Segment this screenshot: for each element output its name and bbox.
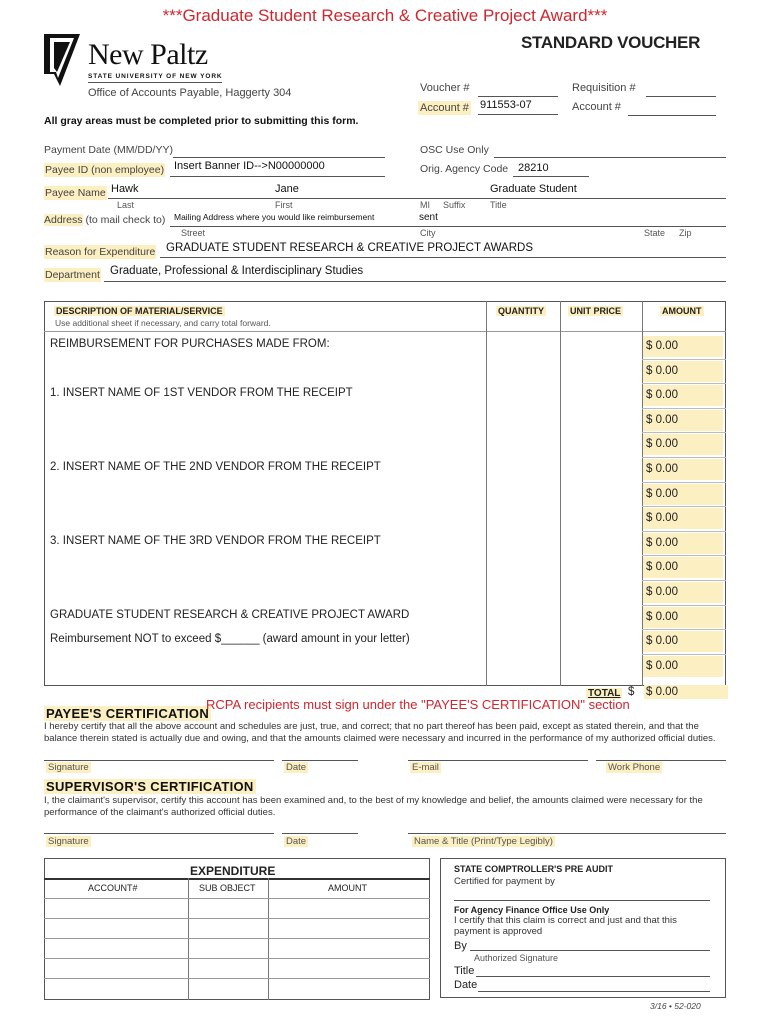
title-sublabel: Title: [490, 200, 507, 210]
amount-row-divider: [642, 408, 726, 409]
desc-note: Use additional sheet if necessary, and carry total forward.: [55, 318, 271, 328]
finance-text-1: I certify that this claim is correct and just and that this: [454, 915, 677, 926]
audit-title: STATE COMPTROLLER'S PRE AUDIT: [454, 864, 613, 874]
finance-title: For Agency Finance Office Use Only: [454, 905, 610, 915]
payee-cert-text-1: I hereby certify that all the above account and schedules are just, true, and correct; that no part thereof has been paid, except as stated therein, and that the: [44, 721, 699, 732]
supervisor-cert-title: SUPERVISOR'S CERTIFICATION: [46, 779, 254, 794]
account-value[interactable]: 911553-07: [480, 99, 532, 111]
address-label-text: Address: [44, 214, 83, 226]
table-row-description[interactable]: 3. INSERT NAME OF THE 3RD VENDOR FROM THE RECEIPT: [50, 534, 381, 547]
total-amount[interactable]: $ 0.00: [644, 685, 728, 699]
first-sublabel: First: [275, 200, 293, 210]
payee-first-name[interactable]: Jane: [275, 183, 299, 195]
audit-date-label: Date: [454, 979, 478, 991]
expenditure-title: EXPENDITURE: [190, 864, 276, 878]
table-row-description[interactable]: GRADUATE STUDENT RESEARCH & CREATIVE PROJECT AWARD: [50, 608, 410, 621]
table-row-amount[interactable]: $ 0.00: [643, 508, 723, 529]
amount-row-divider: [642, 629, 726, 630]
reason-label: Reason for Expenditure: [45, 246, 156, 258]
amount-row-divider: [642, 580, 726, 581]
amount-header: AMOUNT: [662, 306, 702, 316]
department-value[interactable]: Graduate, Professional & Interdisciplinary Studies: [110, 265, 364, 277]
audit-title-field[interactable]: [476, 976, 710, 977]
table-row-amount[interactable]: $ 0.00: [643, 459, 723, 480]
logo-name: New Paltz: [88, 38, 208, 71]
payment-date-label: Payment Date (MM/DD/YY): [44, 144, 173, 156]
amount-row-divider: [642, 555, 726, 556]
table-row-amount[interactable]: $ 0.00: [643, 631, 723, 652]
gray-notice: All gray areas must be completed prior to submitting this form.: [44, 115, 359, 127]
new-paltz-logo-icon: [44, 34, 80, 86]
supervisor-date-label[interactable]: Date: [286, 836, 307, 847]
table-row-amount[interactable]: $ 0.00: [643, 361, 723, 382]
rcpa-note: RCPA recipients must sign under the "PAYEE'S CERTIFICATION" section: [206, 697, 630, 712]
amount-row-divider: [642, 383, 726, 384]
total-label: TOTAL: [588, 688, 621, 699]
audit-by-label: By: [454, 940, 467, 952]
audit-certified: Certified for payment by: [454, 876, 555, 887]
audit-certified-field[interactable]: [454, 900, 710, 901]
total-dollar: $: [628, 686, 635, 698]
office-address: Office of Accounts Payable, Haggerty 304: [88, 87, 292, 99]
payee-name-label: Payee Name: [45, 187, 106, 199]
form-title: STANDARD VOUCHER: [521, 33, 701, 52]
mi-sublabel: MI: [420, 200, 430, 210]
supervisor-cert-text-1: I, the claimant's supervisor, certify this account has been examined and, to the best of my knowledge and belief, the amounts claimed were necessary for the: [44, 795, 703, 806]
supervisor-cert-text-2: performance of the claimant's authorized official duties.: [44, 807, 276, 818]
zip-sublabel: Zip: [679, 228, 692, 238]
amount-row-divider: [642, 654, 726, 655]
expenditure-col-amount: AMOUNT: [328, 883, 367, 893]
table-row-amount[interactable]: $ 0.00: [643, 410, 723, 431]
table-row-description[interactable]: REIMBURSEMENT FOR PURCHASES MADE FROM:: [50, 338, 330, 350]
amount-row-divider: [642, 506, 726, 507]
payee-id-label: Payee ID (non employee): [45, 164, 165, 176]
unit-price-header: UNIT PRICE: [570, 306, 622, 316]
suffix-sublabel: Suffix: [443, 200, 466, 210]
payee-title[interactable]: Graduate Student: [490, 183, 577, 195]
table-row-amount[interactable]: $ 0.00: [643, 385, 723, 406]
street-sublabel: Street: [181, 228, 206, 238]
voucher-field[interactable]: [478, 96, 558, 97]
payment-date-field[interactable]: [173, 157, 385, 158]
address-label: [44, 214, 165, 226]
supervisor-signature-label[interactable]: Signature: [48, 836, 89, 847]
reason-value[interactable]: GRADUATE STUDENT RESEARCH & CREATIVE PROJECT AWARDS: [166, 242, 533, 254]
payee-id-value[interactable]: Insert Banner ID-->N00000000: [174, 160, 325, 172]
logo-subtitle: STATE UNIVERSITY OF NEW YORK: [88, 73, 223, 80]
expenditure-col-sub: SUB OBJECT: [199, 883, 256, 893]
voucher-label: Voucher #: [420, 82, 470, 94]
department-label: Department: [45, 269, 100, 281]
street-value[interactable]: Mailing Address where you would like reimbursement: [174, 212, 375, 222]
table-row-amount[interactable]: $ 0.00: [643, 607, 723, 628]
table-row-amount[interactable]: $ 0.00: [643, 434, 723, 455]
audit-title-label: Title: [454, 965, 475, 977]
address-hint: (to mail check to): [85, 214, 166, 226]
amount-row-divider: [642, 359, 726, 360]
state-sublabel: State: [644, 228, 666, 238]
amount-row-divider: [642, 531, 726, 532]
orig-agency-value[interactable]: 28210: [518, 162, 549, 174]
supervisor-name-title-label[interactable]: Name & Title (Print/Type Legibly): [414, 836, 553, 847]
payee-signature-label[interactable]: Signature: [48, 762, 89, 773]
award-title: ***Graduate Student Research & Creative Project Award***: [162, 6, 608, 25]
expenditure-col-account: ACCOUNT#: [88, 883, 138, 893]
desc-header: DESCRIPTION OF MATERIAL/SERVICE: [56, 306, 223, 316]
table-row-amount[interactable]: $ 0.00: [643, 484, 723, 505]
amount-row-divider: [642, 482, 726, 483]
items-table: [44, 301, 726, 686]
osc-label: OSC Use Only: [420, 144, 489, 156]
table-row-amount[interactable]: $ 0.00: [643, 656, 723, 677]
payee-email-label[interactable]: E-mail: [412, 762, 439, 773]
account-label: Account #: [420, 102, 469, 114]
last-sublabel: Last: [117, 200, 135, 210]
table-row-description[interactable]: Reimbursement NOT to exceed $______ (award amount in your letter): [50, 633, 410, 646]
requisition-field[interactable]: [646, 96, 716, 97]
quantity-header: QUANTITY: [498, 306, 544, 316]
payee-cert-title: PAYEE'S CERTIFICATION: [46, 706, 210, 721]
form-footer: 3/16 • 52-020: [650, 1001, 701, 1011]
amount-row-divider: [642, 457, 726, 458]
city-sublabel: City: [420, 228, 436, 238]
amount-row-divider: [642, 605, 726, 606]
account2-label: Account #: [572, 101, 621, 113]
payee-date-label[interactable]: Date: [286, 762, 307, 773]
audit-by-field[interactable]: [470, 950, 710, 951]
requisition-label: Requisition #: [572, 82, 636, 94]
audit-date-field[interactable]: [478, 991, 710, 992]
payee-phone-label[interactable]: Work Phone: [608, 762, 661, 773]
account2-field[interactable]: [628, 115, 716, 116]
authorized-signature-label: Authorized Signature: [474, 953, 559, 963]
table-row-amount[interactable]: $ 0.00: [643, 533, 723, 554]
city-value[interactable]: sent: [419, 212, 438, 223]
table-row-description[interactable]: 2. INSERT NAME OF THE 2ND VENDOR FROM THE RECEIPT: [50, 461, 381, 473]
table-row-amount[interactable]: $ 0.00: [643, 557, 723, 578]
table-row-amount[interactable]: $ 0.00: [643, 582, 723, 603]
finance-text-2: payment is approved: [454, 926, 543, 937]
payee-last-name[interactable]: Hawk: [111, 183, 139, 195]
amount-row-divider: [642, 432, 726, 433]
table-row-amount[interactable]: $ 0.00: [643, 336, 723, 357]
orig-agency-label: Orig. Agency Code: [420, 163, 509, 175]
payee-cert-text-2: balance therein stated is actually due and owing, and that the amounts claimed were necessary and incurred in the performance of my authorized official duties.: [44, 733, 716, 744]
table-row-description[interactable]: 1. INSERT NAME OF 1ST VENDOR FROM THE RECEIPT: [50, 387, 353, 400]
